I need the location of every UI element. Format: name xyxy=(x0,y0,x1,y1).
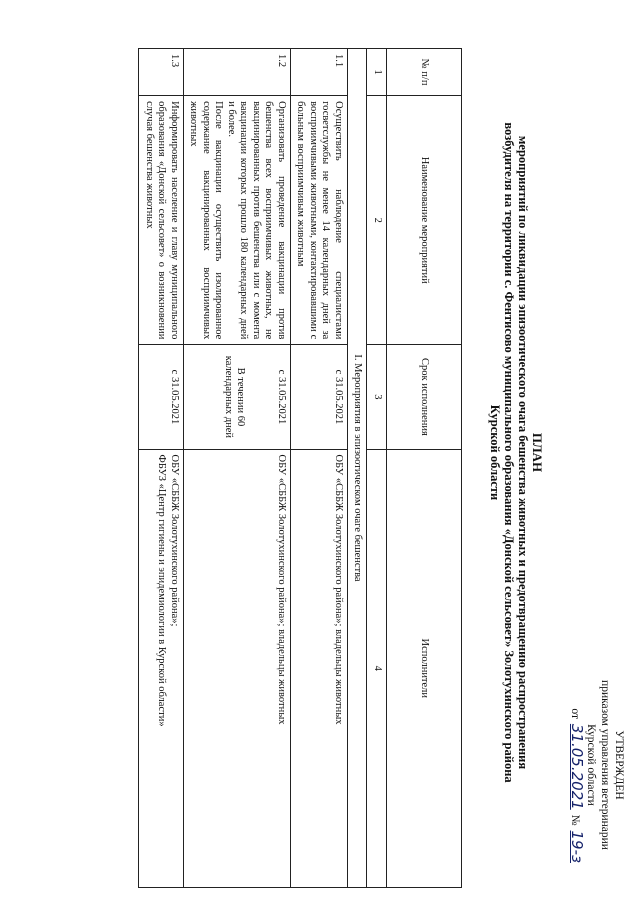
row-num: 1.3 xyxy=(139,49,184,96)
header-term: Срок исполнения xyxy=(387,345,462,449)
table-header-row xyxy=(387,49,462,888)
title-line-1: мероприятий по ликвидации эпизоотического очага бешенства животных и предотвращению распространения xyxy=(516,135,530,770)
row-name-part-2: После вакцинации осуществить изолированное содержание вакцинированных восприимчивых животных xyxy=(188,101,225,340)
table-row xyxy=(291,49,348,888)
colnum-3: 3 xyxy=(367,345,387,449)
row-name xyxy=(184,96,291,345)
row-exec: ОБУ «СББЖ Золотухинского района»; владельцы животных xyxy=(291,449,348,887)
approval-block xyxy=(568,665,626,865)
title-line-2: возбудителя на территории с. Фентисово муниципального образования «Донской сельсовет» Золотухинского района xyxy=(502,122,516,783)
colnum-2: 2 xyxy=(367,96,387,345)
header-name: Наименование мероприятий xyxy=(387,96,462,345)
row-term-part-2: В течении 60 календарных дней xyxy=(223,355,247,439)
row-term-spacer xyxy=(247,350,275,443)
row-num: 1.1 xyxy=(291,49,348,96)
row-exec: ОБУ «СББЖ Золотухинского района»; владельцы животных xyxy=(184,449,291,887)
row-name: Информировать население и главу муниципального образования «Донской сельсовет» о возникновении случая бешенства животных xyxy=(139,96,184,345)
section-title: I. Мероприятия в эпизоотическом очаге бешенства xyxy=(348,49,368,888)
row-name: Осуществить наблюдение специалистами госветслужбы не менее 14 календарных дней за восприимчивыми животными, контактировавшими с больным восприимчивым животным xyxy=(291,96,348,345)
approved-label: УТВЕРЖДЕН xyxy=(613,730,625,800)
table-row xyxy=(139,49,184,888)
column-number-row xyxy=(367,49,387,888)
row-num: 1.2 xyxy=(184,49,291,96)
number-label: № xyxy=(569,814,581,826)
colnum-4: 4 xyxy=(367,449,387,887)
section-row xyxy=(348,49,368,888)
row-term xyxy=(184,345,291,449)
plan-table xyxy=(139,48,463,888)
approval-date-row xyxy=(568,665,584,865)
handwritten-date: 31.05.2021 xyxy=(568,723,586,810)
row-exec xyxy=(139,449,184,887)
approval-order-line: приказом управления ветеринарии xyxy=(599,680,611,850)
header-exec: Исполнители xyxy=(387,449,462,887)
handwritten-number: 19-з xyxy=(568,830,586,863)
approval-region-line: Курской области xyxy=(585,724,597,806)
row-exec-part-2: ФБУЗ «Центр гигиены и эпидемиологии в Курской области» xyxy=(156,454,168,727)
row-term: с 31.05.2021 xyxy=(139,345,184,449)
document-title xyxy=(488,30,544,875)
header-num: № п/п xyxy=(387,49,462,96)
row-name-part-1: Организовать проведение вакцинации против бешенства всех восприимчивых животных, не вакцинированных против бешенства или с момента вакцинации которых прошло 180 календарных дней и более. xyxy=(226,101,287,340)
row-exec-part-1: ОБУ «СББЖ Золотухинского района»; xyxy=(169,454,180,627)
title-line-3: Курской области xyxy=(488,404,502,501)
table-row xyxy=(184,49,291,888)
date-prefix: от xyxy=(569,708,581,720)
row-term-part-1: с 31.05.2021 xyxy=(276,369,287,425)
colnum-1: 1 xyxy=(367,49,387,96)
plan-heading: ПЛАН xyxy=(530,432,545,473)
row-term: с 31.05.2021 xyxy=(291,345,348,449)
